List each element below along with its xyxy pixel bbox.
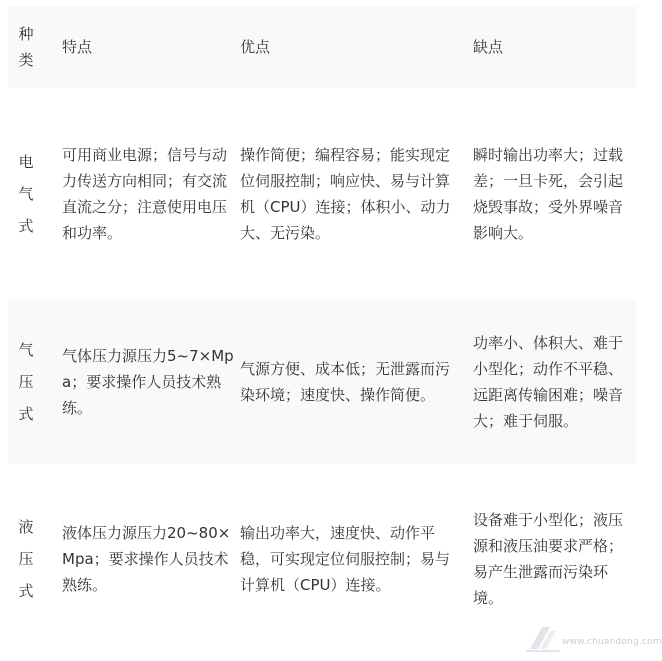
feature-text: 液体压力源压力20~80×Mpa；要求操作人员技术熟练。 — [62, 524, 231, 594]
header-advantage: 优点 — [240, 38, 271, 56]
actuator-comparison-table — [8, 6, 636, 654]
disadvantage-cell — [467, 88, 636, 300]
header-disadvantage-cell — [467, 6, 636, 88]
advantage-cell — [234, 464, 467, 654]
disadvantage-text: 功率小、体积大、难于小型化；动作不平稳、远距离传输困难；噪音大；难于伺服。 — [473, 334, 624, 430]
kind-label: 液压式 — [18, 518, 34, 600]
kind-label: 气压式 — [18, 341, 34, 423]
header-kind-cell — [8, 6, 54, 88]
table-row — [8, 300, 636, 464]
feature-cell — [54, 300, 234, 464]
feature-text: 气体压力源压力5~7×Mpa；要求操作人员技术熟练。 — [62, 347, 234, 417]
kind-cell — [8, 300, 54, 464]
feature-text: 可用商业电源；信号与动力传送方向相同；有交流直流之分；注意使用电压和功率。 — [62, 146, 228, 242]
watermark-url: www.chuandong.com — [562, 637, 662, 647]
feature-cell — [54, 88, 234, 300]
advantage-text: 气源方便、成本低；无泄露而污染环境；速度快、操作简便。 — [240, 360, 451, 404]
header-feature-cell — [54, 6, 234, 88]
header-advantage-cell — [234, 6, 467, 88]
chuandong-logo-icon — [524, 621, 564, 655]
advantage-text: 操作简便；编程容易；能实现定位伺服控制；响应快、易与计算机（CPU）连接；体积小、动力大、无污染。 — [240, 146, 451, 242]
kind-cell — [8, 464, 54, 654]
disadvantage-text: 设备难于小型化；液压源和液压油要求严格；易产生泄露而污染环境。 — [473, 511, 624, 607]
disadvantage-text: 瞬时输出功率大；过载差；一旦卡死，会引起烧毁事故；受外界噪音影响大。 — [473, 146, 624, 242]
table-header-row — [8, 6, 636, 88]
table-row — [8, 88, 636, 300]
feature-cell — [54, 464, 234, 654]
watermark — [524, 621, 662, 655]
advantage-cell — [234, 88, 467, 300]
kind-label: 电气式 — [18, 153, 34, 235]
header-kind: 种类 — [18, 25, 34, 69]
kind-cell — [8, 88, 54, 300]
advantage-cell — [234, 300, 467, 464]
advantage-text: 输出功率大，速度快、动作平稳，可实现定位伺服控制；易与计算机（CPU）连接。 — [240, 524, 451, 594]
header-feature: 特点 — [62, 38, 93, 56]
header-disadvantage: 缺点 — [473, 38, 504, 56]
disadvantage-cell — [467, 300, 636, 464]
